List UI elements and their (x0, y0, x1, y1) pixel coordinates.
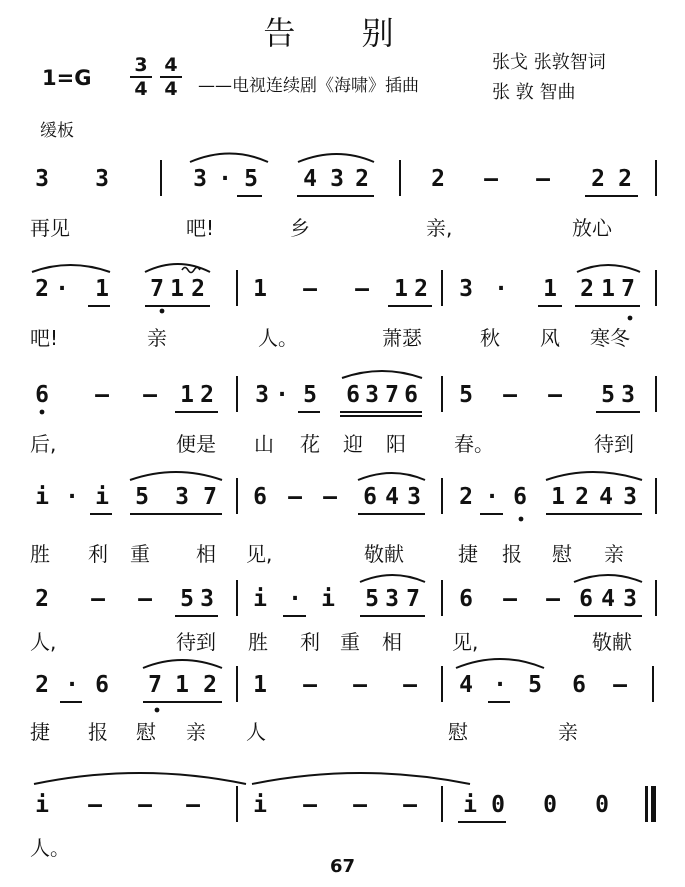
note: 7 (148, 672, 162, 698)
lyric: 人 (246, 720, 266, 744)
note: 3 (459, 276, 473, 302)
note: 3 (330, 166, 344, 192)
note: 1 (551, 484, 565, 510)
barline (655, 270, 657, 306)
barline (441, 478, 443, 514)
note: 1 (95, 276, 109, 302)
lyric: 重 (340, 630, 360, 654)
barline (236, 666, 238, 702)
song-title: 告 别 (263, 14, 422, 52)
barline (236, 580, 238, 616)
note: 2 (580, 276, 594, 302)
barline (441, 786, 443, 822)
lyric: 人。 (30, 836, 70, 860)
lyric: 亲 (147, 326, 167, 350)
note: 2 (575, 484, 589, 510)
barline (160, 160, 162, 196)
note: · (275, 382, 289, 408)
note: i (95, 484, 109, 510)
note: 6 (363, 484, 377, 510)
lyric: 风 (540, 326, 560, 350)
note: 6 (579, 586, 593, 612)
page-number: 67 (329, 856, 356, 877)
note: 1 (253, 276, 267, 302)
note: 5 (303, 382, 317, 408)
note: — (355, 276, 369, 302)
note: — (138, 792, 152, 818)
lyric: 重 (130, 542, 150, 566)
lyric: 敬献 (364, 542, 404, 566)
barline (441, 666, 443, 702)
note: 7 (203, 484, 217, 510)
lyrics-line-6 (0, 716, 685, 746)
lyric: 春。 (454, 432, 494, 456)
lyrics-line-3 (0, 428, 685, 458)
song-source: ——电视连续剧《海啸》插曲 (198, 76, 419, 96)
note: · (485, 484, 499, 510)
lyric: 人。 (258, 326, 298, 350)
note: — (546, 586, 560, 612)
note: 6 (572, 672, 586, 698)
staff-line-4 (0, 484, 685, 524)
note: 3 (623, 484, 637, 510)
staff-line-5 (0, 586, 685, 626)
lyric: 乡 (290, 216, 310, 240)
barline (236, 478, 238, 514)
note: i (463, 792, 477, 818)
note: 2 (200, 382, 214, 408)
note: 6 (35, 382, 49, 408)
note: 3 (200, 586, 214, 612)
time-signature-4-4: $\frac{4}{4}$ (160, 54, 182, 100)
lyric: 亲 (186, 720, 206, 744)
lyric: 胜 (248, 630, 268, 654)
lyric: 人, (30, 630, 57, 654)
lyric: 见, (452, 630, 479, 654)
note: 7 (406, 586, 420, 612)
note: 5 (135, 484, 149, 510)
lyric: 萧瑟 (382, 326, 422, 350)
note: — (88, 792, 102, 818)
note: 3 (365, 382, 379, 408)
lyric: 亲 (558, 720, 578, 744)
note: 3 (193, 166, 207, 192)
note: 3 (621, 382, 635, 408)
barline (236, 786, 238, 822)
lyric: 待到 (594, 432, 634, 456)
note: 2 (35, 276, 49, 302)
lyric: 便是 (176, 432, 216, 456)
lyric: 相 (196, 542, 216, 566)
note: 6 (253, 484, 267, 510)
lyrics-line-2 (0, 322, 685, 352)
lyric: 利 (300, 630, 320, 654)
note: 4 (599, 484, 613, 510)
lyric: 花 (300, 432, 320, 456)
lyric: 报 (502, 542, 522, 566)
lyric: 报 (88, 720, 108, 744)
note: 2 (618, 166, 632, 192)
note: 3 (407, 484, 421, 510)
note: 2 (591, 166, 605, 192)
note: — (288, 484, 302, 510)
lyric: 胜 (30, 542, 50, 566)
lyric: 阳 (386, 432, 406, 456)
note: 5 (180, 586, 194, 612)
note: — (323, 484, 337, 510)
lyric: 利 (88, 542, 108, 566)
note: 4 (385, 484, 399, 510)
note: · (494, 276, 508, 302)
note: — (143, 382, 157, 408)
note: — (353, 792, 367, 818)
note: 5 (459, 382, 473, 408)
lyric: 后, (30, 432, 57, 456)
note: — (403, 792, 417, 818)
note: 2 (355, 166, 369, 192)
lyric: 慰 (552, 542, 572, 566)
barline (655, 376, 657, 412)
lyrics-line-1 (0, 212, 685, 242)
note: · (218, 166, 232, 192)
note: 7 (150, 276, 164, 302)
staff-line-3 (0, 382, 685, 422)
lyric: 山 (254, 432, 274, 456)
staff-line-6 (0, 672, 685, 712)
note: 2 (35, 672, 49, 698)
note: · (65, 672, 79, 698)
note: 6 (346, 382, 360, 408)
staff-line-2 (0, 276, 685, 316)
note: 2 (431, 166, 445, 192)
note: — (548, 382, 562, 408)
lyric: 见, (246, 542, 273, 566)
time-signature-3-4: $\frac{3}{4}$ (130, 54, 152, 100)
note: 6 (459, 586, 473, 612)
note: 1 (543, 276, 557, 302)
note: — (536, 166, 550, 192)
note: — (503, 382, 517, 408)
lyricist-credit: 张戈 张敦智词 (492, 52, 606, 73)
note: · (65, 484, 79, 510)
lyric: 吧! (30, 326, 59, 350)
note: i (253, 586, 267, 612)
note: 3 (385, 586, 399, 612)
note: 0 (491, 792, 505, 818)
note: — (613, 672, 627, 698)
lyric: 寒冬 (590, 326, 630, 350)
staff-line-7 (0, 792, 685, 832)
note: — (138, 586, 152, 612)
note: 4 (459, 672, 473, 698)
final-barline-thin (645, 786, 648, 822)
lyric: 捷 (30, 720, 50, 744)
note: 1 (601, 276, 615, 302)
lyric: 亲 (604, 542, 624, 566)
lyric: 慰 (448, 720, 468, 744)
staff-line-1 (0, 166, 685, 206)
lyric: 秋 (480, 326, 500, 350)
note: 2 (414, 276, 428, 302)
note: 1 (394, 276, 408, 302)
lyric: 相 (382, 630, 402, 654)
final-barline-thick (651, 786, 656, 822)
note: 2 (459, 484, 473, 510)
note: — (95, 382, 109, 408)
note: — (353, 672, 367, 698)
note: 5 (365, 586, 379, 612)
note: i (35, 792, 49, 818)
composer-credit: 张 敦 智曲 (492, 82, 576, 103)
note: 1 (253, 672, 267, 698)
note: 3 (175, 484, 189, 510)
note: 0 (543, 792, 557, 818)
lyrics-line-5 (0, 626, 685, 656)
barline (655, 478, 657, 514)
barline (441, 270, 443, 306)
barline (236, 376, 238, 412)
note: — (503, 586, 517, 612)
note: 2 (35, 586, 49, 612)
lyric: 放心 (572, 216, 612, 240)
note: · (288, 586, 302, 612)
note: — (484, 166, 498, 192)
note: 7 (385, 382, 399, 408)
note: 6 (404, 382, 418, 408)
note: · (55, 276, 69, 302)
note: 7 (621, 276, 635, 302)
note: 1 (180, 382, 194, 408)
note: 2 (191, 276, 205, 302)
note: 4 (601, 586, 615, 612)
lyric: 迎 (343, 432, 363, 456)
note: — (303, 792, 317, 818)
barline (399, 160, 401, 196)
note: 5 (601, 382, 615, 408)
barline (655, 160, 657, 196)
note: — (303, 672, 317, 698)
key-signature: 1=G (42, 66, 92, 90)
note: 3 (35, 166, 49, 192)
note: 3 (623, 586, 637, 612)
note: i (321, 586, 335, 612)
note: 3 (255, 382, 269, 408)
lyric: 捷 (458, 542, 478, 566)
note: — (303, 276, 317, 302)
tempo-marking: 缓板 (40, 121, 74, 141)
lyric: 吧! (186, 216, 215, 240)
note: 4 (303, 166, 317, 192)
note: · (493, 672, 507, 698)
note: 2 (203, 672, 217, 698)
note: 6 (513, 484, 527, 510)
lyric: 再见 (30, 216, 70, 240)
note: 3 (95, 166, 109, 192)
note: — (403, 672, 417, 698)
note: 1 (175, 672, 189, 698)
barline (655, 580, 657, 616)
note: 5 (528, 672, 542, 698)
lyrics-line-4 (0, 538, 685, 568)
lyric: 敬献 (592, 630, 632, 654)
note: — (186, 792, 200, 818)
lyric: 亲, (426, 216, 453, 240)
note: i (253, 792, 267, 818)
note: 5 (244, 166, 258, 192)
note: i (35, 484, 49, 510)
lyric: 待到 (176, 630, 216, 654)
barline (441, 376, 443, 412)
note: 6 (95, 672, 109, 698)
barline (236, 270, 238, 306)
note: 1 (170, 276, 184, 302)
barline (652, 666, 654, 702)
note: — (91, 586, 105, 612)
lyric: 慰 (136, 720, 156, 744)
barline (441, 580, 443, 616)
note: 0 (595, 792, 609, 818)
